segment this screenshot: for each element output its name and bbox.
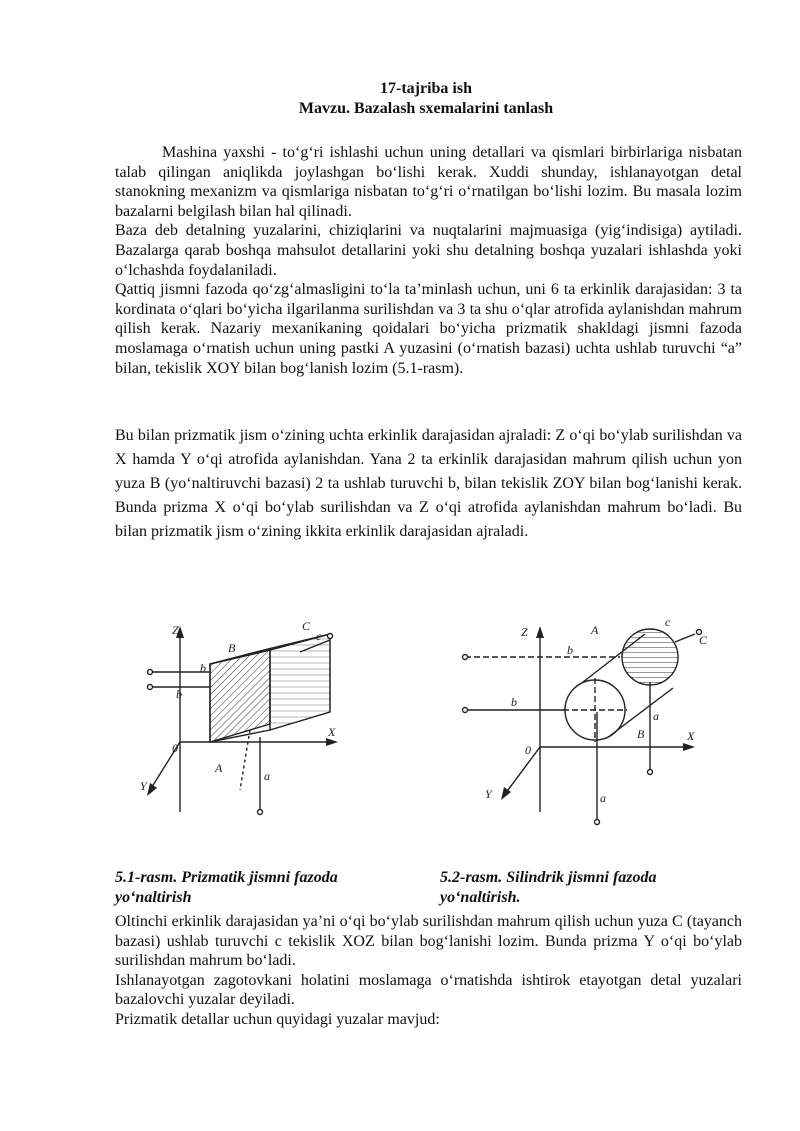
figure2-caption: 5.2-rasm. Silindrik jismni fazoda yo‘naltirish.	[440, 869, 657, 906]
label-c2: c	[316, 629, 322, 643]
label-x: X	[687, 729, 695, 743]
paragraph: Ishlanayotgan zagotovkani holatini moslamaga o‘rnatishda ishtirok etayotgan detal yuzalari bazalovchi yuzalar deyiladi.	[115, 971, 742, 1009]
paragraph: Oltinchi erkinlik darajasidan ya’ni o‘qi bo‘ylab surilishdan mahrum qilish uchun yuza C (tayanch bazasi) ushlab turuvchi c tekislik XOZ bilan bog‘lanishi lozim. Bunda prizma Y o‘qi bo‘ylab surilishdan mahrum bo‘ladi.	[115, 913, 742, 970]
face-b	[210, 650, 270, 742]
closing-text	[115, 912, 742, 1030]
figure1-caption: 5.1-rasm. Prizmatik jismni fazoda yo‘naltirish	[115, 869, 338, 906]
paragraph: Baza deb detalning yuzalarini, chiziqlarini va nuqtalarini majmuasiga (yig‘indisiga) aytiladi. Bazalarga qarab boshqa mahsulot detallarini yoki shu detalning boshqa yuzalari ishlashda yoki o‘lchashda foydalaniladi.	[115, 222, 742, 279]
label-b1: b	[567, 643, 573, 657]
label-b2: b	[176, 687, 182, 701]
paragraph: Bu bilan prizmatik jism o‘zining uchta erkinlik darajasidan ajraladi: Z o‘qi bo‘ylab surilishdan va X hamda Y o‘qi atrofida aylanishdan. Yana 2 ta erkinlik darajasidan mahrum qilish uchun yon yuza B (yo‘naltiruvchi bazasi) 2 ta ushlab turuvchi b, bilan tekislik ZOY bilan bog‘lanishi kerak. Bunda prizma X o‘qi bo‘ylab surilishdan va Z o‘qi atrofida aylanishdan mahrum bo‘ladi. Bu bilan prizmatik jism o‘zining ikkita erkinlik darajasidan ajraladi.	[115, 427, 742, 540]
label-c1: C	[302, 619, 311, 633]
label-a1: a	[653, 709, 659, 723]
label-a: a	[264, 769, 270, 783]
figure-cylindrical-body	[455, 612, 720, 842]
label-z: Z	[172, 623, 179, 637]
document-title: 17-tajriba ish	[380, 80, 472, 97]
label-A: A	[215, 761, 223, 775]
label-c1: c	[665, 615, 671, 629]
paragraph: Qattiq jismni fazoda qo‘zg‘almasligini to‘la ta’minlash uchun, uni 6 ta erkinlik darajasidan: 3 ta kordinata o‘qlari bo‘yicha ilgarilanma surilishdan va 3 ta shu o‘qlar atrofida aylanishdan mahrum qilish kerak. Nazariy mexanikaning qoidalari bo‘yicha prizmatik shakldagi jismni fazoda moslamaga o‘rnatish uchun uning pastki A yuzasini (o‘rnatish bazasi) uchta ushlab turuvchi “a” bilan, tekislik XOY bilan bog‘lanish lozim (5.1-rasm).	[115, 281, 742, 377]
label-b2: b	[511, 695, 517, 709]
mid-text	[115, 424, 742, 544]
cylinder-base	[622, 629, 678, 685]
label-y: Y	[140, 779, 147, 793]
label-o: 0	[525, 743, 531, 757]
label-B: B	[228, 641, 236, 655]
label-B: B	[637, 727, 645, 741]
paragraph: Mashina yaxshi - to‘g‘ri ishlashi uchun uning detallari va qismlari birbirlariga nisbatan talab qilingan aniqlikda joylashgan bo‘lishi kerak. Xuddi shunday, ishlanayotgan detal stanokning mexanizm va qismlariga nisbatan to‘g‘ri o‘rnatilgan bo‘lishi lozim. Bu masala lozim bazalarni belgilash bilan hal qilinadi.	[115, 144, 742, 220]
document-subtitle: Mavzu. Bazalash sxemalarini tanlash	[298, 100, 554, 117]
label-y: Y	[485, 787, 492, 801]
label-o: 0	[172, 741, 178, 755]
figure-prismatic-body	[130, 612, 365, 827]
label-A: A	[591, 623, 599, 637]
label-a2: a	[600, 791, 606, 805]
y-axis	[505, 747, 540, 794]
label-x: X	[328, 725, 336, 739]
label-z: Z	[521, 625, 528, 639]
label-b1: b	[200, 661, 206, 675]
paragraph: Prizmatik detallar uchun quyidagi yuzalar mavjud:	[115, 1010, 440, 1028]
intro-text	[115, 143, 742, 378]
label-c2: C	[699, 633, 708, 647]
